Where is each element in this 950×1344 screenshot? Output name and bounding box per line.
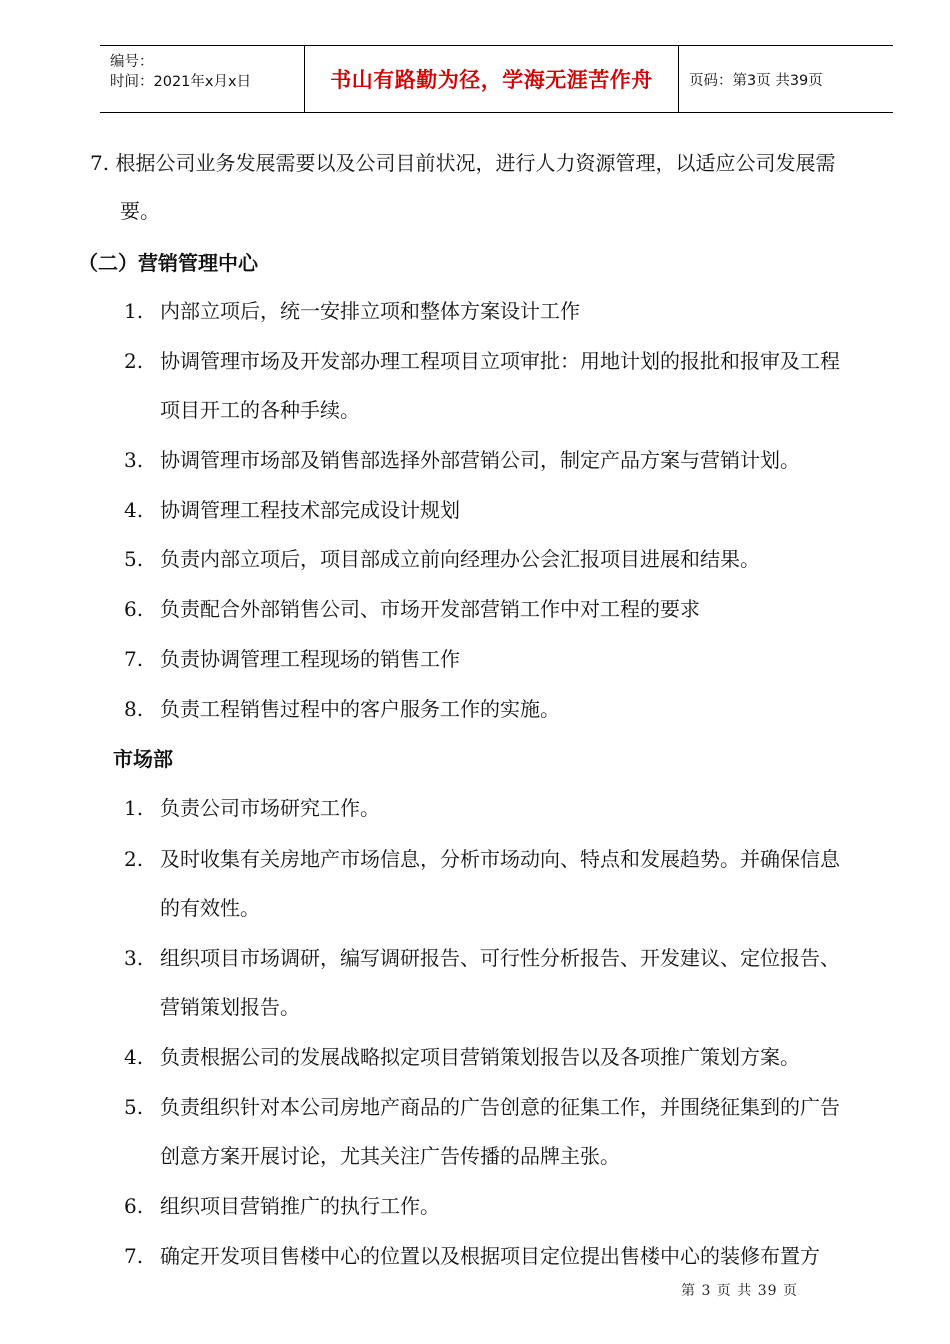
marketing-item-continuation: 项目开工的各种手续。 [160,398,360,422]
marketing-item [124,596,700,622]
market-item-text: 确定开发项目售楼中心的位置以及根据项目定位提出售楼中心的装修布置方 [160,1244,820,1268]
marketing-item-text: 负责协调管理工程现场的销售工作 [160,647,460,671]
section-marketing-title: （二）营销管理中心 [78,251,258,275]
market-item-text: 组织项目市场调研，编写调研报告、可行性分析报告、开发建议、定位报告、 [160,946,840,970]
marketing-item-text: 协调管理市场及开发部办理工程项目立项审批：用地计划的报批和报审及工程 [160,349,840,373]
market-item-number: 6. [124,1194,144,1218]
market-item [124,1044,800,1070]
marketing-item [124,298,580,324]
market-item-text: 负责公司市场研究工作。 [160,796,380,820]
marketing-item-text: 协调管理市场部及销售部选择外部营销公司，制定产品方案与营销计划。 [160,448,800,472]
market-item-number: 3. [124,946,144,970]
header-meta-cell [100,46,305,112]
market-item-continuation: 创意方案开展讨论，尤其关注广告传播的品牌主张。 [160,1144,620,1168]
marketing-item-number: 4. [124,498,144,522]
market-item [124,945,840,971]
market-item-text: 负责组织针对本公司房地产商品的广告创意的征集工作，并围绕征集到的广告 [160,1095,840,1119]
date-label: 时间：2021年x月x日 [110,74,252,90]
section-market-title: 市场部 [113,747,173,771]
marketing-item-number: 5. [124,547,144,571]
market-item-number: 5. [124,1095,144,1119]
marketing-item-number: 7. [124,647,144,671]
header-motto: 书山有路勤为径，学海无涯苦作舟 [330,68,653,92]
header-motto-cell [305,46,679,112]
marketing-item-number: 6. [124,597,144,621]
marketing-item-text: 负责配合外部销售公司、市场开发部营销工作中对工程的要求 [160,597,700,621]
market-item-text: 及时收集有关房地产市场信息，分析市场动向、特点和发展趋势。并确保信息 [160,847,840,871]
marketing-item-text: 负责工程销售过程中的客户服务工作的实施。 [160,697,560,721]
intro-item-number: 7. [90,151,110,175]
market-item [124,846,840,872]
market-item [124,1094,840,1120]
marketing-item-text: 负责内部立项后，项目部成立前向经理办公会汇报项目进展和结果。 [160,547,760,571]
page-footer: 第 3 页 共 39 页 [681,1283,798,1299]
marketing-item [124,546,760,572]
marketing-item-number: 8. [124,697,144,721]
marketing-item-number: 3. [124,448,144,472]
marketing-item-text: 内部立项后，统一安排立项和整体方案设计工作 [160,299,580,323]
market-item-continuation: 的有效性。 [160,896,260,920]
intro-item-continuation: 要。 [120,199,160,223]
market-item-text: 负责根据公司的发展战略拟定项目营销策划报告以及各项推广策划方案。 [160,1045,800,1069]
market-item-number: 1. [124,796,144,820]
intro-item [90,150,835,176]
intro-item-line1: 根据公司业务发展需要以及公司目前状况，进行人力资源管理，以适应公司发展需 [115,151,836,175]
marketing-item-text: 协调管理工程技术部完成设计规划 [160,498,460,522]
market-item [124,1243,820,1269]
market-item [124,795,380,821]
marketing-item [124,447,800,473]
market-item-continuation: 营销策划报告。 [160,995,300,1019]
market-item [124,1193,440,1219]
header-page-info: 页码：第3页 共39页 [689,72,823,89]
market-item-text: 组织项目营销推广的执行工作。 [160,1194,440,1218]
marketing-item-number: 1. [124,299,144,323]
marketing-item [124,497,460,523]
document-header [100,45,893,113]
marketing-item [124,348,840,374]
marketing-item-number: 2. [124,349,144,373]
serial-label: 编号： [110,54,154,70]
market-item-number: 4. [124,1045,144,1069]
marketing-item [124,696,560,722]
market-item-number: 2. [124,847,144,871]
marketing-item [124,646,460,672]
header-page-cell [679,46,893,112]
market-item-number: 7. [124,1244,144,1268]
